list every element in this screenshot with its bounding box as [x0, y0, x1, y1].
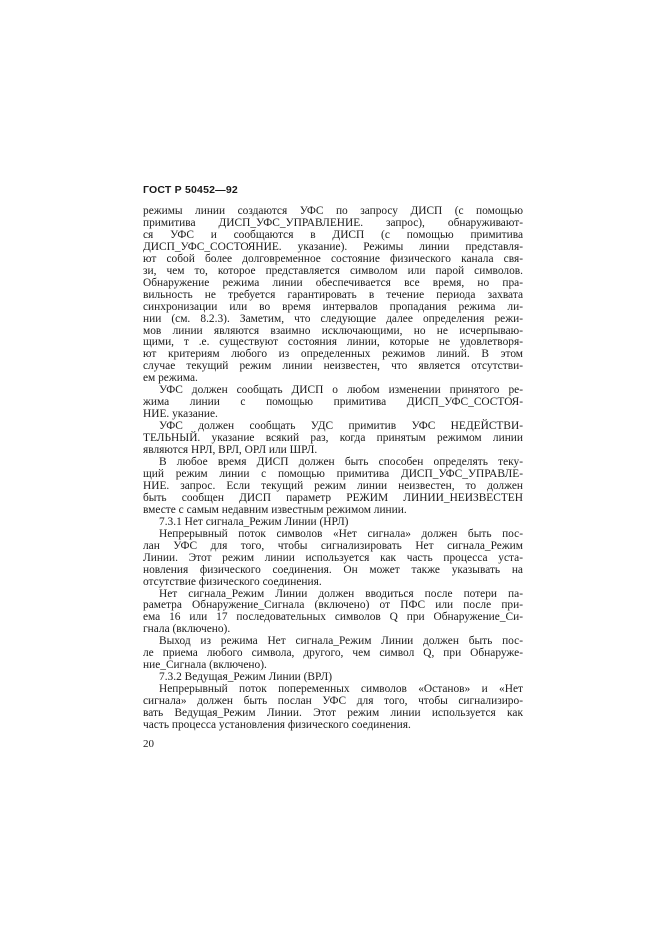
text-line: случае текущий режим линии неизвестен, что является отсутстви-: [143, 360, 523, 373]
text-line: щий режим линии с помощью примитива ДИСП_УФС_УПРАВЛЕ-: [143, 467, 523, 480]
text-line: ТЕЛЬНЫЙ. указание всякий раз, когда принятым режимом линии: [143, 432, 523, 445]
text-line: ся УФС и сообщаются в ДИСП (с помощью примитива: [143, 228, 523, 241]
text-line: вместе с самым недавним известным режимом линии.: [143, 503, 407, 516]
text-line: нии (см. 8.2.3). Заметим, что следующие далее определения режи-: [143, 312, 523, 325]
text-line: новления физического соединения. Он может также указывать на: [143, 563, 523, 576]
text-line: быть сообщен ДИСП параметр РЕЖИМ ЛИНИИ_НЕИЗВЕСТЕН: [143, 491, 523, 504]
text-line: жима линии с помощью примитива ДИСП_УФС_СОСТОЯ-: [143, 396, 523, 409]
text-line: являются НРЛ, ВРЛ, ОРЛ или ШРЛ.: [143, 444, 318, 457]
text-line: отсутствие физического соединения.: [143, 575, 322, 588]
paragraph: [143, 385, 523, 421]
paragraph: [143, 457, 523, 517]
text-line: В любое время ДИСП должен быть способен определять теку-: [159, 456, 523, 469]
text-line: НИЕ. указание.: [143, 408, 218, 421]
text-line: ДИСП_УФС_СОСТОЯНИЕ. указание). Режимы линии представля-: [143, 240, 523, 253]
text-line: Линии. Этот режим линии используется как часть процесса уста-: [143, 551, 523, 564]
text-line: ние_Сигнала (включено).: [143, 659, 267, 672]
paragraph: [143, 636, 523, 672]
text-line: ют собой более долговременное состояние физического канала свя-: [143, 252, 523, 265]
text-line: мов линии являются взаимно исключающими, но не исчерпываю-: [143, 324, 523, 337]
text-line: сигнала» должен быть послан УФС для того, чтобы сигнализиро-: [143, 695, 523, 708]
text-line: Непрерывный поток символов «Нет сигнала» должен быть пос-: [159, 527, 523, 540]
text-line: вильность не требуется гарантировать в течение периода захвата: [143, 288, 523, 301]
text-line: раметра Обнаружение_Сигнала (включено) от ПФС или после при-: [143, 599, 523, 612]
text-line: НИЕ. запрос. Если текущий режим линии неизвестен, то должен: [143, 479, 523, 492]
document-body: [143, 206, 523, 732]
text-line: часть процесса установления физического соединения.: [143, 718, 411, 731]
text-line: Обнаружение режима линии обеспечивается все время, но пра-: [143, 276, 523, 289]
text-line: 7.3.1 Нет сигнала_Режим Линии (НРЛ): [159, 515, 349, 528]
text-line: лан УФС для того, чтобы сигнализировать Нет сигнала_Режим: [143, 539, 523, 552]
paragraph: [143, 589, 523, 637]
paragraph: [143, 529, 523, 589]
text-line: Непрерывный поток попеременных символов «Останов» и «Нет: [159, 683, 523, 696]
text-line: Выход из режима Нет сигнала_Режим Линии должен быть пос-: [159, 635, 523, 648]
text-line: вать Ведущая_Режим Линии. Этот режим линии используется как: [143, 707, 523, 720]
text-line: примитива ДИСП_УФС_УПРАВЛЕНИЕ. запрос), обнаруживают-: [143, 216, 523, 229]
text-line: 7.3.2 Ведущая_Режим Линии (ВРЛ): [159, 671, 332, 684]
text-line: Нет сигнала_Режим Линии должен вводиться после потери па-: [159, 587, 523, 600]
paragraph: [143, 421, 523, 457]
text-line: зи, чем то, которое представляется символом или парой символов.: [143, 264, 523, 277]
page-number: 20: [143, 738, 154, 750]
document-header: ГОСТ Р 50452—92: [143, 184, 238, 196]
text-line: УФС должен сообщать ДИСП о любом изменении принятого ре-: [159, 384, 523, 397]
paragraph: [143, 684, 523, 732]
paragraph: [143, 206, 523, 385]
text-line: ле приема любого символа, другого, чем символ Q, при Обнаруже-: [143, 647, 523, 660]
text-line: ема 16 или 17 последовательных символов Q при Обнаружение_Си-: [143, 611, 523, 624]
text-line: ем режима.: [143, 372, 198, 385]
text-line: гнала (включено).: [143, 623, 231, 636]
text-line: режимы линии создаются УФС по запросу ДИСП (с помощью: [143, 205, 523, 217]
paragraph: [143, 517, 523, 529]
text-line: синхронизации или во время интервалов пропадания режима ли-: [143, 300, 523, 313]
text-line: УФС должен сообщать УДС примитив УФС НЕДЕЙСТВИ-: [159, 420, 523, 433]
text-line: ют критериям любого из определенных режимов линий. В этом: [143, 348, 523, 361]
text-line: щими, т .е. существуют состояния линии, которые не удовлетворя-: [143, 336, 523, 349]
